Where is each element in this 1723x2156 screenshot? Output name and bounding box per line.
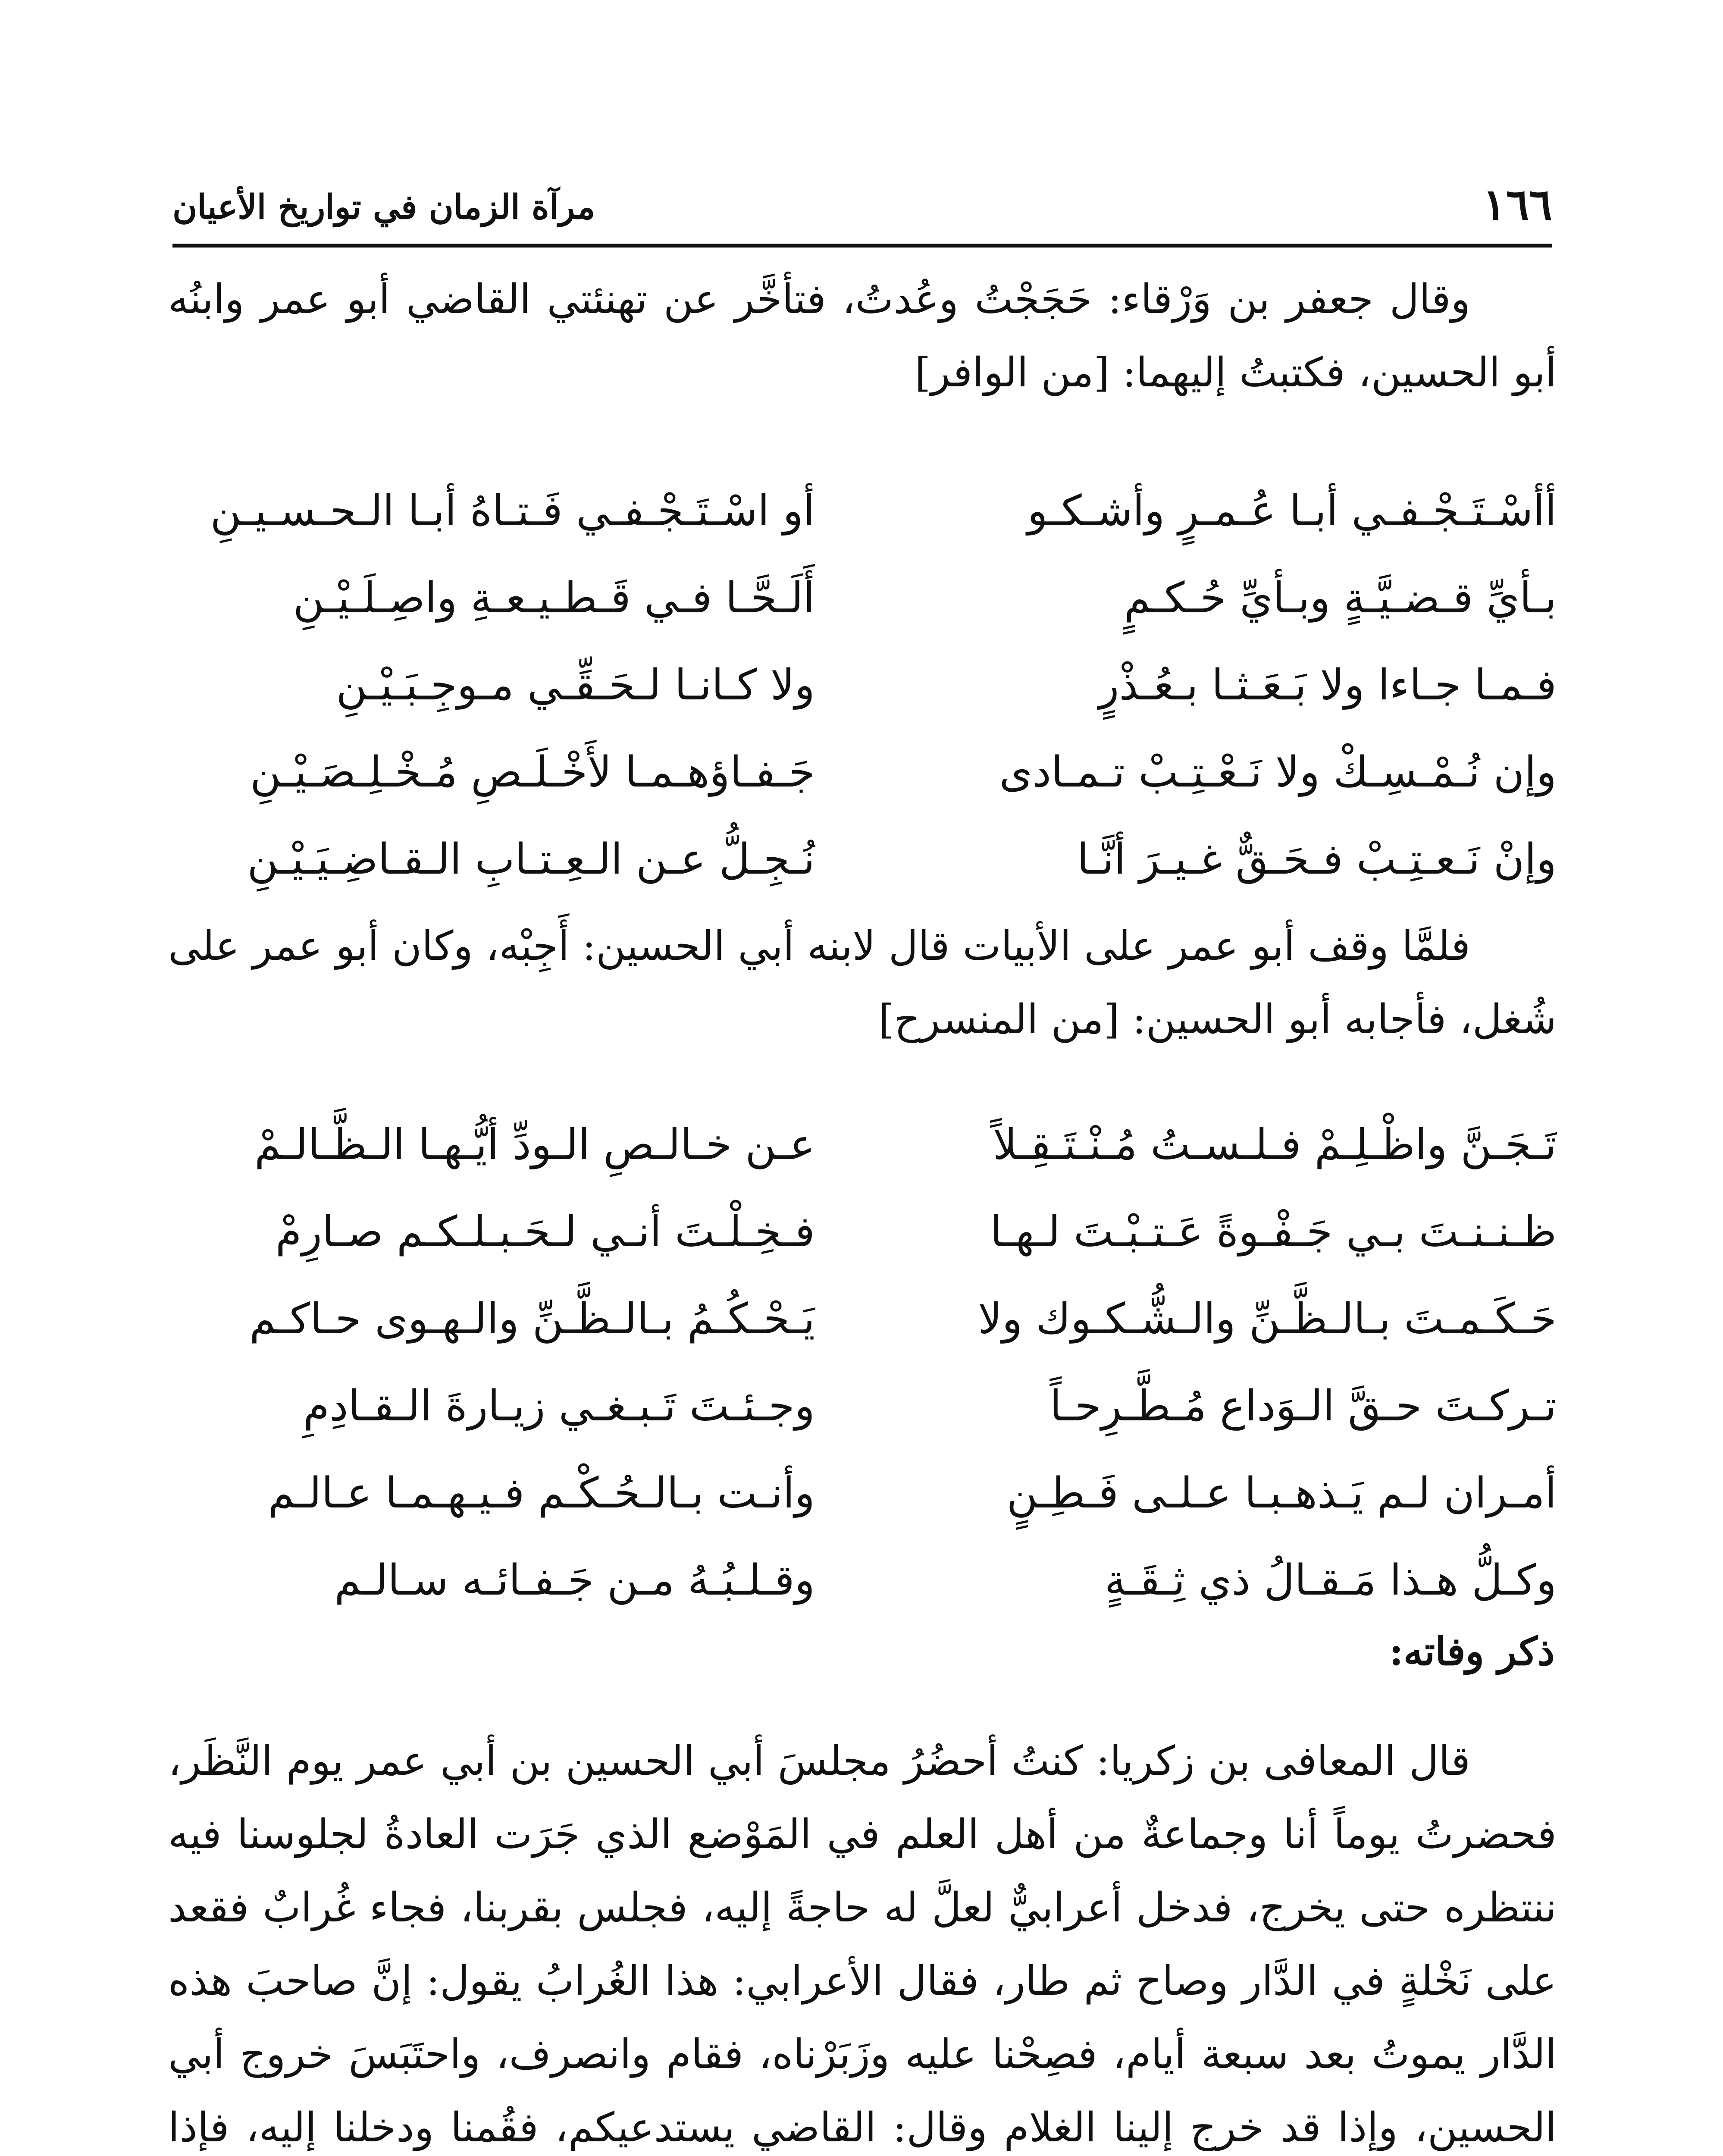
second-hemistich: ولا كـانـا لـحَـقِّـي مـوجِـبَـيْـنِ	[336, 661, 815, 710]
poem-munsarih	[168, 1104, 1557, 1626]
second-hemistich: وجـئـتَ تَـبـغـي زيـارةَ الـقـادِمِ	[303, 1382, 815, 1431]
final-paragraph	[168, 1725, 1557, 2156]
first-hemistich: تـركـتَ حـقَّ الـوَداع مُـطَّـرِحـاً	[1049, 1382, 1557, 1431]
second-hemistich: عـن خـالـصِ الـودِّ أيُّـهـا الـظَّـالـمْ	[254, 1120, 815, 1169]
page-header	[172, 170, 1552, 248]
intro-paragraph	[168, 263, 1557, 410]
first-hemistich: أمـران لـم يَـذهـبـا عـلـى فَـطِـنٍ	[1006, 1469, 1557, 1518]
second-hemistich: أو اسْـتَـجْـفـي فَـتـاهُ أبـا الـحـسـيـنِ	[210, 486, 815, 536]
verse-line	[168, 557, 1557, 644]
verse-line	[168, 818, 1557, 906]
verse-line	[168, 470, 1557, 557]
verse-line	[168, 644, 1557, 731]
verse-line	[168, 1365, 1557, 1452]
verse-line	[168, 731, 1557, 818]
running-title: مرآة الزمان في تواريخ الأعيان	[172, 188, 595, 227]
first-hemistich: أأسْـتَـجْـفـي أبـا عُـمـرٍ وأشـكـو	[1027, 486, 1557, 536]
poem-wafir	[168, 470, 1557, 906]
first-hemistich: وكـلُّ هـذا مَـقـالُ ذي ثِـقَـةٍ	[1104, 1556, 1557, 1605]
first-hemistich: وإنْ نَـعـتِـبْ فـحَـقٌّ غـيـرَ أنَّـا	[1077, 835, 1557, 884]
middle-paragraph-text: فلمَّا وقف أبو عمر على الأبيات قال لابنه أبي الحسين: أَجِبْه، وكان أبو عمر على شُغل، فأجابه أبو الحسين: [من المنسرح]	[168, 923, 1557, 1043]
second-hemistich: نُـجِـلُّ عـن الـعِـتـابِ الـقـاضِـيَـيْـنِ	[247, 835, 815, 884]
final-paragraph-text: قال المعافى بن زكريا: كنتُ أحضُرُ مجلسَ أبي الحسين بن أبي عمر يوم النَّظَر، فحضرتُ يوماً أنا وجماعةٌ من أهل العلم في المَوْضع الذي جَرَت العادةُ لجلوسنا فيه ننتظره حتى يخرج، فدخل أعرابيٌّ لعلَّ له حاجةً إليه، فجلس بقربنا، فجاء غُرابٌ فقعد على نَخْلةٍ في الدَّار وصاح ثم طار، فقال الأعرابي: هذا الغُرابُ يقول: إنَّ صاحبَ هذه الدَّار يموتُ بعد سبعة أيام، فصِحْنا عليه وزَبَرْناه، فقام وانصرف، واحتَبَسَ خروج أبي الحسين، وإذا قد خرج إلينا الغلام وقال: القاضي يستدعيكم، فقُمنا ودخلنا إليه، فإذا	[168, 1738, 1557, 2151]
verse-line	[168, 1278, 1557, 1365]
verse-line	[168, 1539, 1557, 1626]
intro-paragraph-text: وقال جعفر بن وَرْقاء: حَجَجْتُ وعُدتُ، فتأخَّر عن تهنئتي القاضي أبو عمر وابنُه أبو الحسين، فكتبتُ إليهما: [من الوافر]	[168, 276, 1557, 396]
middle-paragraph	[168, 910, 1557, 1056]
first-hemistich: تَـجَـنَّ واظْـلِـمْ فـلـسـتُ مُـنْـتَـقِـلاً	[993, 1120, 1557, 1169]
second-hemistich: أَلَـحَّـا فـي قَـطـيـعـةِ واصِـلَـيْـنِ	[293, 573, 815, 623]
verse-line	[168, 1452, 1557, 1539]
first-hemistich: فـمـا جـاءا ولا بَـعَـثـا بـعُـذْرٍ	[1099, 661, 1557, 710]
page-number: ١٦٦	[1482, 179, 1552, 230]
second-hemistich: جَـفـاؤهـمـا لأَخْـلَـصِ مُـخْـلِـصَـيْـنِ	[250, 748, 815, 797]
second-hemistich: وقـلـبُـهُ مـن جَـفـائـه سـالـم	[334, 1556, 815, 1605]
second-hemistich: وأنـت بـالـحُـكْـم فـيـهـمـا عـالـم	[268, 1469, 815, 1518]
verse-line	[168, 1191, 1557, 1278]
first-hemistich: ظـنـنـتَ بـي جَـفْـوةً عَـتـبْـتَ لـهـا	[990, 1207, 1557, 1257]
second-hemistich: فـخِـلْـتَ أنـي لـحَـبـلـكـم صـارِمْ	[275, 1207, 815, 1257]
verse-line	[168, 1104, 1557, 1191]
first-hemistich: بـأيِّ قـضـيَّـةٍ وبـأيِّ حُـكـمٍ	[1124, 573, 1557, 623]
first-hemistich: وإن نُـمْـسِـكْ ولا نَـعْـتِـبْ تـمـادى	[999, 748, 1557, 797]
second-hemistich: يَـحْـكُـمُ بـالـظَّـنِّ والـهـوى حـاكـم	[249, 1294, 815, 1344]
section-heading: ذكر وفاته:	[1389, 1629, 1555, 1674]
first-hemistich: حَـكَـمـتَ بـالـظَّـنِّ والـشُّـكـوك ولا	[978, 1294, 1557, 1344]
